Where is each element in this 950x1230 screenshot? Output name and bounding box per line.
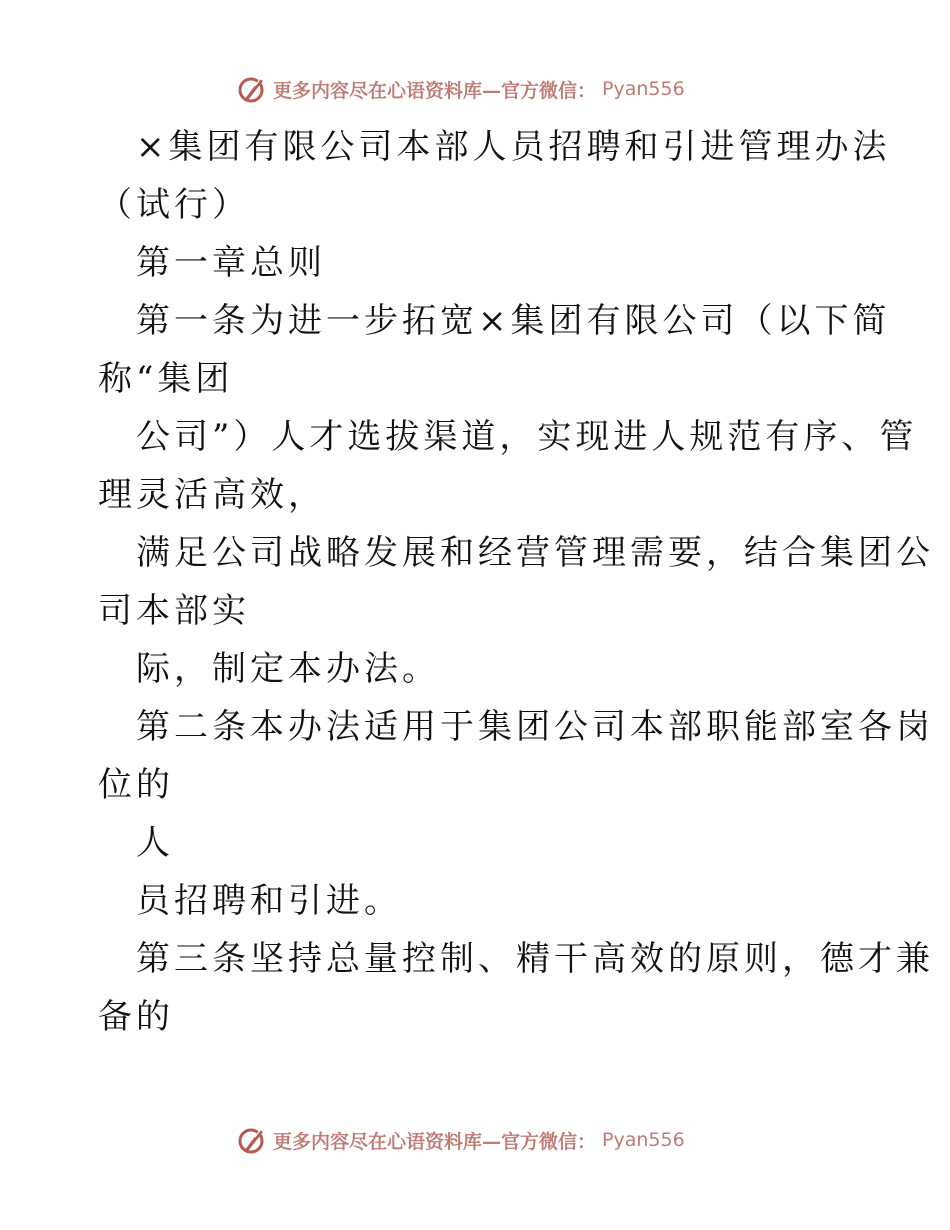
paragraph-line: 理灵活高效，	[98, 475, 326, 515]
document-title: ×集团有限公司本部人员招聘和引进管理办法	[136, 127, 891, 167]
paragraph-line: 司本部实	[98, 591, 250, 631]
quill-pen-circle-icon	[235, 1124, 267, 1156]
paragraph-line: 第三条坚持总量控制、精干高效的原则，德才兼	[136, 939, 934, 979]
paragraph-line: 第二条本办法适用于集团公司本部职能部室各岗	[136, 707, 934, 747]
banner-text: 更多内容尽在心语资料库—官方微信：	[273, 1130, 597, 1153]
banner-wechat-id: Pyan556	[602, 1129, 685, 1151]
paragraph-line: 位的	[98, 765, 174, 805]
footer-banner	[235, 1123, 685, 1157]
paragraph-line: 人	[136, 823, 174, 863]
paragraph-line: 满足公司战略发展和经营管理需要，结合集团公	[136, 533, 934, 573]
header-banner	[235, 72, 685, 106]
paragraph-line: 际，制定本办法。	[136, 649, 440, 689]
banner-text: 更多内容尽在心语资料库—官方微信：	[273, 79, 597, 102]
document-subtitle: （试行）	[98, 185, 250, 225]
chapter-heading: 第一章总则	[136, 243, 326, 283]
paragraph-line: 第一条为进一步拓宽×集团有限公司（以下简	[136, 301, 891, 341]
banner-wechat-id: Pyan556	[602, 78, 685, 100]
quill-pen-circle-icon	[235, 73, 267, 105]
paragraph-line: 备的	[98, 997, 174, 1037]
paragraph-line: 公司”）人才选拔渠道，实现进人规范有序、管	[136, 417, 918, 457]
paragraph-line: 员招聘和引进。	[136, 881, 402, 921]
paragraph-line: 称“集团	[98, 359, 234, 399]
document-body	[98, 118, 934, 1046]
